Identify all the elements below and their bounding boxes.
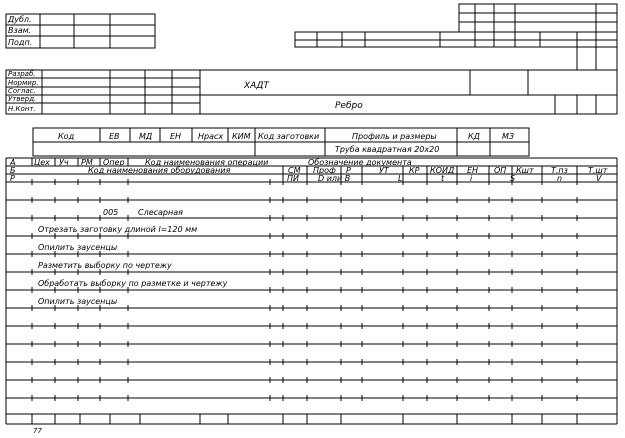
mat-ev-label: ЕВ [109, 132, 120, 141]
col-prof: Проф [313, 166, 336, 175]
col-d-or-v: D или В [318, 174, 351, 183]
col-t: t [441, 174, 445, 183]
stamp-podl-label: Подп. [8, 38, 33, 47]
mat-en-label: ЕН [170, 132, 182, 141]
row-b-marker: Б [10, 166, 16, 175]
col-tst: Т.шт [588, 166, 608, 175]
stamp-vzam-label: Взам. [8, 26, 32, 35]
col-p: Р [346, 166, 351, 175]
row-r-marker: Р [10, 174, 15, 183]
col-v: V [596, 174, 602, 183]
stamp-dubl-label: Дубл. [8, 15, 32, 24]
top-right-grid [295, 4, 617, 70]
sogl-label: Соглас. [8, 87, 36, 95]
utverd-label: Утверд. [8, 95, 37, 103]
col-sm: СМ [288, 166, 301, 175]
mat-nrash-label: Нрасх [198, 132, 224, 141]
approval-block [6, 70, 617, 114]
col-l: L [398, 174, 403, 183]
col-ut: УТ [379, 166, 389, 175]
mat-md-label: МД [139, 132, 153, 141]
mat-kd-label: КД [468, 132, 480, 141]
col-i: i [470, 174, 473, 183]
col-equip: Код наименования оборудования [88, 166, 231, 175]
operations-header [6, 158, 617, 183]
stamp-block [6, 14, 155, 48]
organization-name: ХАДТ [244, 81, 269, 91]
mat-kim-label: КИМ [232, 132, 251, 141]
normir-label: Нормир. [8, 79, 39, 87]
col-koid: КОИД [430, 166, 455, 175]
operation-name: Слесарная [138, 208, 183, 217]
nkont-label: Н.Конт. [8, 105, 36, 113]
operation-step-1: Отрезать заготовку длиной l=120 мм [38, 225, 198, 234]
col-uch: Уч [59, 158, 69, 167]
operations-content [38, 208, 228, 306]
col-pi: ПИ [287, 174, 299, 183]
operation-number: 005 [103, 208, 119, 217]
operation-step-3: Разметить выборку по чертежу [38, 261, 172, 270]
operation-step-4: Обработать выборку по разметке и чертежу [38, 279, 228, 288]
col-en: ЕН [467, 166, 479, 175]
footer-block [6, 414, 617, 435]
profile-value: Труба квадратная 20х20 [335, 145, 440, 154]
col-oper: Опер [103, 158, 125, 167]
mat-mz-label: МЗ [502, 132, 515, 141]
col-tpz: Т.пз [551, 166, 568, 175]
mat-kod-zag-label: Код заготовки [258, 132, 320, 141]
razrab-label: Разраб. [8, 70, 36, 78]
mat-profile-label: Профиль и размеры [352, 132, 437, 141]
col-kst: Кшт [516, 166, 534, 175]
row-a-marker: А [10, 158, 16, 167]
col-op: ОП [494, 166, 507, 175]
col-kr: КР [409, 166, 420, 175]
col-ceh: Цех [34, 158, 50, 167]
col-n: n [557, 174, 563, 183]
sheet-code: 77 [33, 427, 42, 435]
col-rm: РМ [81, 158, 93, 167]
operation-step-2: Опилить заусенцы [38, 243, 118, 252]
col-kod-oper: Код наименования операции [145, 158, 269, 167]
part-name: Ребро [335, 101, 363, 111]
material-block [33, 128, 529, 156]
col-doc: Обозначение документа [308, 158, 412, 167]
col-s: S [510, 174, 516, 183]
mat-kod-label: Код [58, 132, 75, 141]
operation-step-5: Опилить заусенцы [38, 297, 118, 306]
